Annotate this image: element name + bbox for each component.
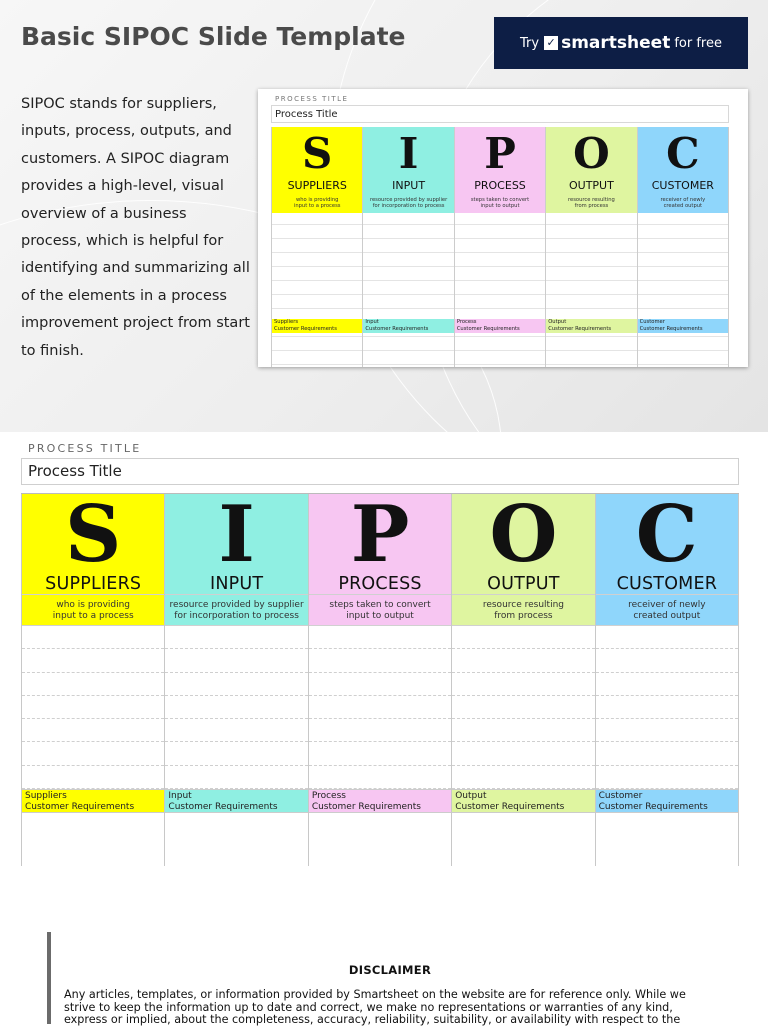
preview-column: [546, 127, 637, 367]
preview-subtitle-line: resource resulting: [568, 197, 615, 203]
req-line: Input: [168, 791, 192, 801]
preview-subtitle: [546, 197, 636, 209]
column-subtitle: [309, 594, 451, 626]
entry-cell[interactable]: [452, 649, 594, 672]
entry-cell[interactable]: [309, 673, 451, 696]
column-letter: S: [65, 489, 122, 580]
subtitle-line: resource resulting: [482, 600, 564, 610]
column-header: [22, 489, 164, 594]
process-title-label: PROCESS TITLE: [28, 442, 142, 455]
req-line: Customer Requirements: [311, 801, 421, 812]
preview-column: [455, 127, 546, 367]
entry-cell[interactable]: [452, 719, 594, 742]
preview-word: CUSTOMER: [651, 179, 714, 192]
column-subtitle: [22, 594, 164, 626]
preview-req-line: Customer Requirements: [456, 325, 520, 332]
entry-cell[interactable]: [309, 742, 451, 765]
sipoc-column-output: [452, 489, 595, 866]
entry-cell[interactable]: [22, 649, 164, 672]
preview-letter: I: [398, 129, 419, 178]
entry-cell[interactable]: [309, 719, 451, 742]
entry-rows: [165, 626, 307, 789]
entry-cell[interactable]: [452, 742, 594, 765]
entry-cell[interactable]: [596, 649, 738, 672]
sipoc-column-customer: [596, 489, 739, 866]
subtitle-line: input to a process: [52, 610, 134, 621]
entry-cell[interactable]: [165, 696, 307, 719]
entry-cell[interactable]: [596, 673, 738, 696]
customer-requirements-row: [309, 789, 451, 813]
entry-cell[interactable]: [165, 649, 307, 672]
preview-req-line: Customer Requirements: [365, 325, 429, 332]
preview-word: PROCESS: [474, 179, 526, 192]
preview-req-line: Output: [548, 319, 567, 325]
customer-requirements-row: [165, 789, 307, 813]
preview-column: [638, 127, 729, 367]
preview-subtitle: [272, 197, 362, 209]
subtitle-line: resource provided by supplier: [169, 600, 304, 610]
preview-requirements: [546, 319, 636, 333]
preview-header: [638, 127, 728, 213]
entry-cell[interactable]: [452, 696, 594, 719]
req-line: Output: [455, 791, 487, 801]
customer-requirements-row: [596, 789, 738, 813]
entry-rows: [452, 626, 594, 789]
column-subtitle: [452, 594, 594, 626]
entry-rows: [596, 626, 738, 789]
preview-subtitle: [455, 197, 545, 209]
preview-header: [363, 127, 453, 213]
column-header: [165, 489, 307, 594]
preview-subtitle-line: input to output: [480, 203, 520, 209]
entry-cell[interactable]: [165, 742, 307, 765]
preview-letter: S: [302, 129, 333, 178]
preview-req-line: Customer Requirements: [274, 325, 337, 332]
entry-cell[interactable]: [596, 719, 738, 742]
preview-subtitle-line: from process: [574, 203, 609, 209]
preview-req-line: Suppliers: [274, 319, 299, 325]
req-line: Customer Requirements: [25, 801, 135, 812]
preview-subtitle: [638, 197, 728, 209]
entry-cell[interactable]: [452, 766, 594, 789]
entry-cell[interactable]: [309, 696, 451, 719]
checkmark-icon: ✓: [544, 36, 558, 50]
column-letter: I: [218, 489, 255, 580]
sipoc-template: [0, 433, 768, 865]
req-line: Customer Requirements: [168, 801, 278, 812]
preview-requirements: [455, 319, 545, 333]
entry-cell[interactable]: [22, 673, 164, 696]
sipoc-column-process: [309, 489, 452, 866]
entry-cell[interactable]: [596, 696, 738, 719]
subtitle-line: created output: [633, 610, 701, 621]
sipoc-column-input: [165, 489, 308, 866]
preview-req-line: Process: [456, 319, 477, 325]
entry-cell[interactable]: [22, 742, 164, 765]
preview-requirements: [638, 319, 728, 333]
preview-subtitle-line: input to a process: [293, 203, 341, 209]
preview-process-title-field: Process Title: [271, 105, 729, 123]
entry-cell[interactable]: [22, 696, 164, 719]
disclaimer-text: Any articles, templates, or information provided by Smartsheet on the website are for reference only. While we strive to keep the information up to date and correct, we make no representations or warranties of any kind, express or implied, about the completeness, accuracy, reliability, suitability, or availability with respect to the: [64, 988, 686, 1027]
entry-cell[interactable]: [309, 649, 451, 672]
preview-letter: P: [484, 129, 516, 178]
entry-cell[interactable]: [452, 673, 594, 696]
req-line: Customer Requirements: [598, 801, 708, 812]
preview-req-line: Customer Requirements: [548, 325, 612, 332]
try-smartsheet-button[interactable]: [494, 17, 748, 69]
cta-try-label: Try: [520, 35, 540, 51]
subtitle-line: input to output: [346, 610, 414, 621]
column-letter: P: [350, 489, 410, 580]
preview-word: SUPPLIERS: [287, 179, 347, 192]
entry-cell[interactable]: [309, 626, 451, 649]
req-line: Process: [311, 791, 346, 801]
entry-cell[interactable]: [22, 719, 164, 742]
preview-subtitle-line: receiver of newly: [660, 197, 706, 203]
entry-cell[interactable]: [165, 719, 307, 742]
entry-cell[interactable]: [22, 766, 164, 789]
column-letter: O: [489, 489, 558, 580]
customer-requirements-row: [22, 789, 164, 813]
column-subtitle: [165, 594, 307, 626]
preview-word: INPUT: [392, 179, 426, 192]
preview-header: [455, 127, 545, 213]
column-word: INPUT: [209, 574, 264, 594]
preview-subtitle-line: steps taken to convert: [470, 197, 530, 203]
template-preview: [258, 89, 748, 367]
req-line: Suppliers: [25, 791, 67, 801]
preview-subtitle-line: created output: [663, 203, 703, 209]
preview-subtitle-line: resource provided by supplier: [369, 197, 448, 203]
entry-rows: [22, 626, 164, 789]
entry-cell[interactable]: [309, 766, 451, 789]
entry-rows: [309, 626, 451, 789]
req-line: Customer Requirements: [455, 801, 565, 812]
preview-req-line: Input: [365, 319, 379, 325]
hero-section: [0, 0, 768, 432]
preview-subtitle-line: who is providing: [295, 197, 339, 203]
disclaimer-title: DISCLAIMER: [348, 963, 432, 977]
column-word: OUTPUT: [487, 574, 560, 594]
column-word: SUPPLIERS: [45, 574, 142, 594]
customer-requirements-row: [452, 789, 594, 813]
entry-cell[interactable]: [596, 742, 738, 765]
process-title-field[interactable]: Process Title: [21, 458, 739, 485]
entry-cell[interactable]: [596, 626, 738, 649]
entry-cell[interactable]: [596, 766, 738, 789]
description: SIPOC stands for suppliers, inputs, process, outputs, and customers. A SIPOC diagram provides a high-level, visual overview of a business process, which is helpful for identifying and summarizing all of the elements in a process improvement project from start to finish.: [21, 96, 250, 359]
preview-sipoc-grid: [271, 127, 729, 367]
column-header: [309, 489, 451, 594]
sipoc-column-suppliers: [21, 489, 165, 866]
column-word: CUSTOMER: [616, 574, 718, 594]
preview-column: [271, 127, 363, 367]
preview-column: [363, 127, 454, 367]
preview-word: OUTPUT: [569, 179, 614, 192]
preview-requirements: [363, 319, 453, 333]
preview-subtitle-line: for incorporation to process: [372, 203, 445, 209]
preview-header: [272, 127, 362, 213]
subtitle-line: from process: [494, 610, 553, 621]
entry-cell[interactable]: [452, 626, 594, 649]
preview-letter: O: [573, 129, 610, 178]
preview-header: [546, 127, 636, 213]
preview-req-line: Customer: [639, 319, 665, 325]
subtitle-line: who is providing: [56, 600, 131, 610]
entry-cell[interactable]: [165, 673, 307, 696]
entry-cell[interactable]: [165, 766, 307, 789]
cta-brand-label: smartsheet: [561, 33, 671, 53]
column-subtitle: [596, 594, 738, 626]
subtitle-line: receiver of newly: [628, 600, 706, 610]
disclaimer-accent-bar: [47, 932, 51, 1024]
column-header: [452, 489, 594, 594]
req-line: Customer: [598, 791, 643, 801]
column-word: PROCESS: [338, 574, 422, 594]
entry-cell[interactable]: [165, 626, 307, 649]
preview-requirements: [272, 319, 362, 333]
preview-letter: C: [666, 129, 700, 178]
page-title: Basic SIPOC Slide Template: [21, 22, 406, 51]
subtitle-line: for incorporation to process: [174, 610, 299, 621]
column-header: [596, 489, 738, 594]
sipoc-grid: [21, 489, 739, 866]
entry-cell[interactable]: [22, 626, 164, 649]
column-letter: C: [635, 489, 698, 580]
subtitle-line: steps taken to convert: [329, 600, 431, 610]
preview-process-title-label: PROCESS TITLE: [275, 95, 349, 103]
cta-tail-label: for free: [674, 35, 722, 51]
preview-req-line: Customer Requirements: [639, 325, 703, 332]
preview-subtitle: [363, 197, 453, 209]
